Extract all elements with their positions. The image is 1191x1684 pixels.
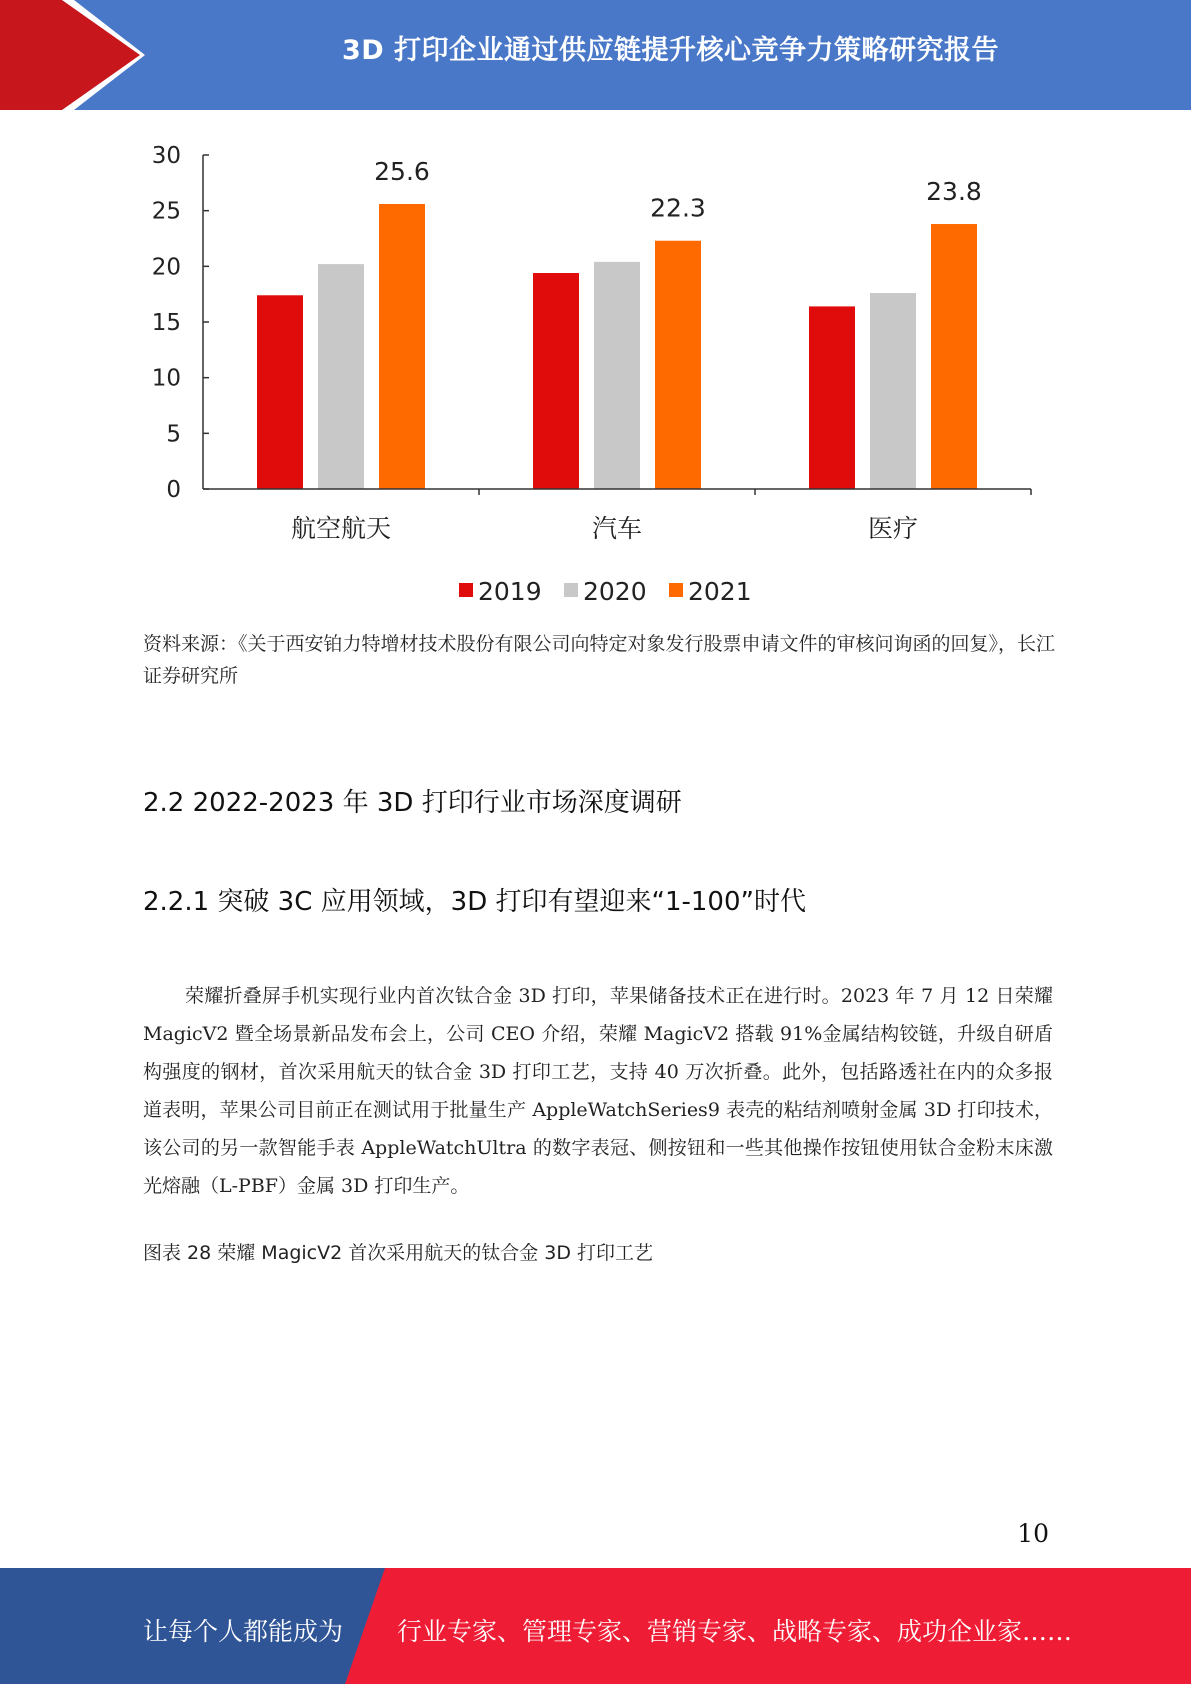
footer-slogan-left: 让每个人都能成为 [143,1617,344,1646]
data-label: 23.8 [926,177,982,207]
footer-slogan-right: 行业专家、管理专家、营销专家、战略专家、成功企业家…… [397,1617,1073,1646]
legend-swatch-2020 [564,583,578,597]
data-labels [374,157,982,223]
y-tick-label: 10 [151,365,181,392]
bar-2021 [931,224,977,489]
bar-chart [130,130,1050,620]
y-tick-label: 15 [151,310,181,336]
x-category-label: 医疗 [867,514,919,543]
bar-2020 [870,293,916,489]
data-label: 22.3 [650,193,706,223]
chart-legend [459,577,752,606]
subsection-heading: 2.2.1 突破 3C 应用领域，3D 打印有望迎来“1-100”时代 [143,887,806,917]
legend-label-2021: 2021 [688,577,752,606]
bar-2019 [533,273,579,489]
bar-2021 [655,241,701,489]
y-tick-label: 0 [166,477,181,503]
header-arrow-decoration [0,0,160,110]
section-heading: 2.2 2022-2023 年 3D 打印行业市场深度调研 [143,788,682,818]
bar-2019 [809,306,855,489]
bar-2019 [257,295,303,489]
page-header [0,0,1191,110]
legend-swatch-2021 [669,583,683,597]
y-tick-label: 20 [151,254,181,281]
y-axis [152,143,209,503]
figure-caption: 图表 28 荣耀 MagicV2 首次采用航天的钛合金 3D 打印工艺 [143,1242,654,1264]
report-title: 3D 打印企业通过供应链提升核心竞争力策略研究报告 [341,35,1000,66]
bar-2020 [318,264,364,489]
bar-2021 [379,204,425,489]
body-paragraph: 荣耀折叠屏手机实现行业内首次钛合金 3D 打印，苹果储备技术正在进行时。2023 年 7 月 12 日荣耀 MagicV2 暨全场景新品发布会上，公司 CEO 介绍，荣耀 MagicV2 搭载 91%金属结构铰链，升级自研盾构强度的钢材，首次采用航天的钛合金 3D 打印工艺，支持 40 万次折叠。此外，包括路透社在内的众多报道表明，苹果公司目前正在测试用于批量生产 AppleWatchSeries9 表壳的粘结剂喷射金属 3D 打印技术，该公司的另一款智能手表 AppleWatchUltra 的数字表冠、侧按钮和一些其他操作按钮使用钛合金粉末床激光熔融（L-PBF）金属 3D 打印生产。 [143,985,1053,1197]
legend-label-2020: 2020 [583,577,647,606]
y-tick-label: 30 [151,143,181,169]
bar-2020 [594,262,640,489]
bar-series [257,204,977,489]
legend-label-2019: 2019 [478,577,542,606]
data-label: 25.6 [374,156,430,186]
x-axis [203,489,1031,543]
x-category-label: 航空航天 [290,514,392,543]
page-number: 10 [1017,1519,1049,1548]
y-tick-label: 5 [166,421,181,448]
chart-source-note: 资料来源：《关于西安铂力特增材技术股份有限公司向特定对象发行股票申请文件的审核问询函的回复》，长江证券研究所 [143,633,1056,687]
legend-swatch-2019 [459,583,473,597]
y-tick-label: 25 [151,198,181,225]
x-category-label: 汽车 [591,514,643,543]
